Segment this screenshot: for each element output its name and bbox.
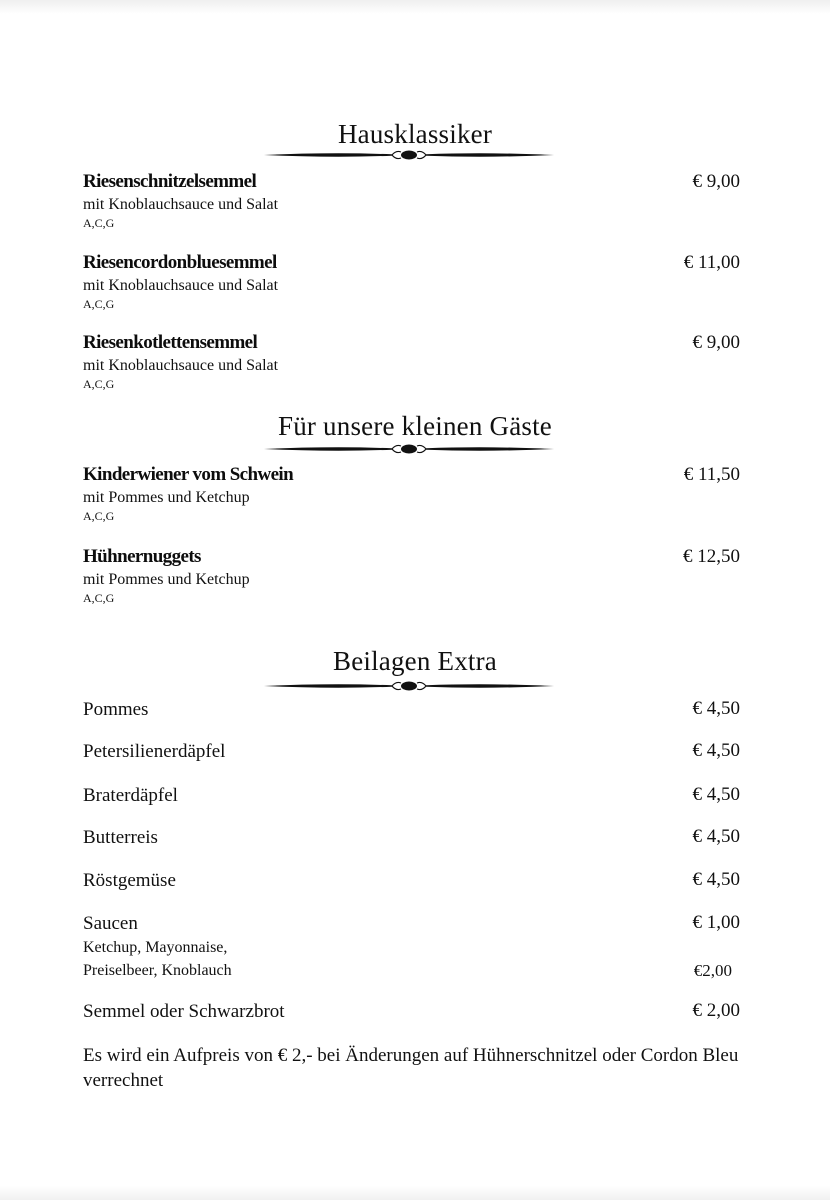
side-item (83, 698, 740, 724)
item-description: mit Knoblauchsauce und Salat (83, 357, 279, 374)
item-allergens: A,C,G (83, 297, 115, 311)
item-allergens: A,C,G (83, 509, 115, 523)
item-name: Kinderwiener vom Schwein (83, 464, 294, 485)
page-bottom-edge (0, 1186, 830, 1200)
sauce-special-price: €2,00 (693, 961, 732, 980)
menu-item (83, 464, 740, 524)
menu-item (83, 171, 740, 231)
side-item-price: € 4,50 (692, 869, 740, 890)
side-item-name: Röstgemüse (83, 870, 176, 891)
ornament-divider-icon (262, 680, 556, 692)
side-item-price: € 4,50 (692, 826, 740, 847)
section-title-kinder: Für unsere kleinen Gäste (278, 411, 552, 441)
side-item-name: Butterreis (83, 827, 158, 848)
menu-item (83, 546, 740, 606)
side-item-price: € 4,50 (692, 784, 740, 805)
item-name: Hühnernuggets (83, 546, 201, 567)
side-item-sauces (83, 912, 740, 984)
item-allergens: A,C,G (83, 377, 115, 391)
sauce-list-line2: Preiselbeer, Knoblauch (83, 962, 232, 979)
ornament-divider-icon (262, 443, 556, 455)
section-title-hausklassiker: Hausklassiker (337, 119, 493, 149)
side-item-price: € 4,50 (692, 740, 740, 761)
item-description: mit Knoblauchsauce und Salat (83, 277, 279, 294)
side-item-name: Semmel oder Schwarzbrot (83, 1001, 285, 1022)
side-item (83, 784, 740, 810)
item-allergens: A,C,G (83, 216, 115, 230)
side-item (83, 1000, 740, 1026)
menu-item (83, 252, 740, 312)
item-price: € 9,00 (692, 332, 740, 353)
item-description: mit Pommes und Ketchup (83, 489, 250, 506)
menu-item (83, 332, 740, 392)
side-item-name: Pommes (83, 699, 149, 720)
side-item-price: € 2,00 (692, 1000, 740, 1021)
page-top-edge (0, 0, 830, 14)
side-item-name: Braterdäpfel (83, 785, 178, 806)
sauce-list-line1: Ketchup, Mayonnaise, (83, 939, 228, 956)
item-name: Riesenschnitzelsemmel (83, 171, 257, 192)
ornament-divider-icon (262, 149, 556, 161)
item-description: mit Pommes und Ketchup (83, 571, 250, 588)
item-price: € 11,00 (683, 252, 740, 273)
side-item-price: € 4,50 (692, 698, 740, 719)
side-item (83, 826, 740, 852)
section-title-beilagen: Beilagen Extra (333, 646, 497, 676)
side-item (83, 869, 740, 895)
item-allergens: A,C,G (83, 591, 115, 605)
item-price: € 9,00 (692, 171, 740, 192)
surcharge-note: Es wird ein Aufpreis von € 2,- bei Änderungen auf Hühnerschnitzel oder Cordon Bleu verrechnet (83, 1045, 739, 1091)
side-item-price: € 1,00 (692, 912, 740, 933)
item-price: € 11,50 (683, 464, 740, 485)
side-item-name: Petersilienerdäpfel (83, 741, 226, 762)
item-name: Riesenkotlettensemmel (83, 332, 258, 353)
side-item-name: Saucen (83, 913, 138, 934)
item-description: mit Knoblauchsauce und Salat (83, 196, 279, 213)
item-name: Riesencordonbluesemmel (83, 252, 277, 273)
item-price: € 12,50 (683, 546, 740, 567)
side-item (83, 740, 740, 766)
